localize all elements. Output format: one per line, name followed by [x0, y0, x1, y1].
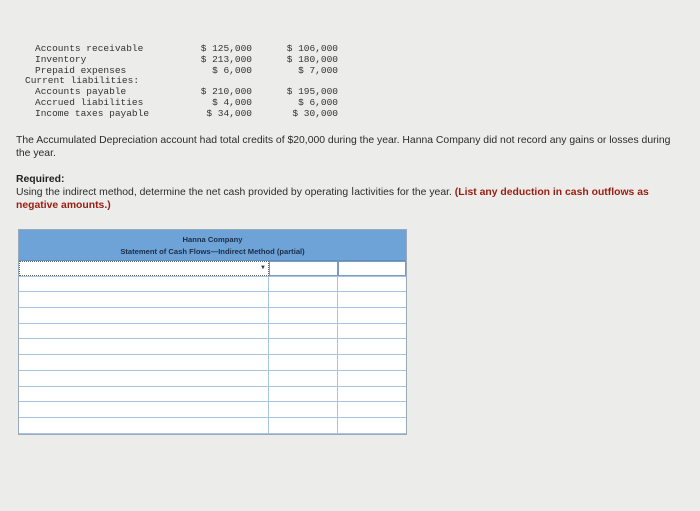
total-input[interactable]: [338, 308, 406, 323]
account-value-prior: $ 180,000: [286, 53, 338, 65]
required-heading: Required:: [16, 174, 65, 185]
statement-title: Statement of Cash Flows—Indirect Method (partial): [120, 247, 305, 256]
account-value-current: $ 6,000: [212, 64, 252, 76]
total-input[interactable]: [338, 371, 406, 386]
dropdown-arrow-icon[interactable]: ▼: [260, 265, 266, 271]
total-input[interactable]: [338, 339, 406, 354]
amount-input[interactable]: [269, 261, 338, 276]
account-row: [0, 55, 380, 66]
account-value-prior: $ 30,000: [292, 107, 338, 119]
line-item-input[interactable]: [19, 308, 269, 323]
worksheet-row: [19, 339, 406, 355]
total-input[interactable]: [338, 355, 406, 370]
line-item-input[interactable]: [19, 339, 269, 354]
company-name: Hanna Company: [182, 235, 243, 244]
account-value-prior: $ 6,000: [298, 96, 338, 108]
instruction-emphasis: (List any deduction in cash outflows as negative amounts.): [16, 187, 649, 211]
account-label: Inventory: [35, 53, 87, 65]
amount-input[interactable]: [269, 402, 338, 417]
line-item-input[interactable]: [19, 261, 269, 276]
amount-input[interactable]: [269, 355, 338, 370]
account-label: Accounts payable: [35, 86, 127, 98]
worksheet-row: [19, 387, 406, 403]
worksheet-row: [19, 261, 406, 277]
line-item-input[interactable]: [19, 402, 269, 417]
worksheet-row: [19, 402, 406, 418]
instruction-text-2: activities for the year.: [354, 187, 455, 198]
account-value-current: $ 4,000: [212, 96, 252, 108]
account-value-prior: $ 7,000: [298, 64, 338, 76]
balance-sheet-excerpt: [0, 44, 380, 120]
worksheet-row: [19, 277, 406, 293]
line-item-input[interactable]: [19, 355, 269, 370]
line-item-input[interactable]: [19, 292, 269, 307]
required-instructions: [16, 186, 676, 212]
worksheet-row: [19, 418, 406, 434]
account-value-current: $ 125,000: [200, 43, 252, 54]
line-item-input[interactable]: [19, 324, 269, 339]
worksheet-row: [19, 292, 406, 308]
account-label: Prepaid expenses: [35, 64, 127, 76]
account-value-current: $ 210,000: [200, 86, 252, 98]
account-value-prior: $ 195,000: [286, 86, 338, 98]
account-label: Income taxes payable: [35, 107, 150, 119]
total-input[interactable]: [338, 402, 406, 417]
line-item-input[interactable]: [19, 277, 269, 292]
line-item-input[interactable]: [19, 387, 269, 402]
worksheet-row: [19, 324, 406, 340]
worksheet-header: [19, 230, 406, 261]
amount-input[interactable]: [269, 308, 338, 323]
cash-flow-worksheet: [18, 229, 407, 435]
line-item-input[interactable]: [19, 418, 269, 433]
total-input[interactable]: [338, 418, 406, 433]
amount-input[interactable]: [269, 418, 338, 433]
text-cursor-icon: I: [351, 185, 355, 198]
worksheet-row: [19, 371, 406, 387]
total-input[interactable]: [338, 261, 406, 276]
amount-input[interactable]: [269, 277, 338, 292]
account-value-current: $ 34,000: [206, 107, 252, 119]
amount-input[interactable]: [269, 292, 338, 307]
total-input[interactable]: [338, 324, 406, 339]
line-item-input[interactable]: [19, 371, 269, 386]
amount-input[interactable]: [269, 387, 338, 402]
amount-input[interactable]: [269, 339, 338, 354]
worksheet-row: [19, 355, 406, 371]
amount-input[interactable]: [269, 371, 338, 386]
depreciation-note: The Accumulated Depreciation account had total credits of $20,000 during the year. Hanna Company did not record any gains or losses during the year.: [16, 135, 671, 159]
account-value-prior: $ 106,000: [286, 43, 338, 54]
account-label: Current liabilities:: [25, 75, 140, 87]
amount-input[interactable]: [269, 324, 338, 339]
total-input[interactable]: [338, 292, 406, 307]
total-input[interactable]: [338, 277, 406, 292]
account-row: [0, 109, 380, 120]
account-label: Accrued liabilities: [35, 96, 144, 108]
account-value-current: $ 213,000: [200, 53, 252, 65]
account-label: Accounts receivable: [35, 43, 144, 54]
instruction-text-1: Using the indirect method, determine the net cash provided by operating: [16, 187, 352, 198]
worksheet-row: [19, 308, 406, 324]
total-input[interactable]: [338, 387, 406, 402]
worksheet-rows: [19, 261, 406, 434]
